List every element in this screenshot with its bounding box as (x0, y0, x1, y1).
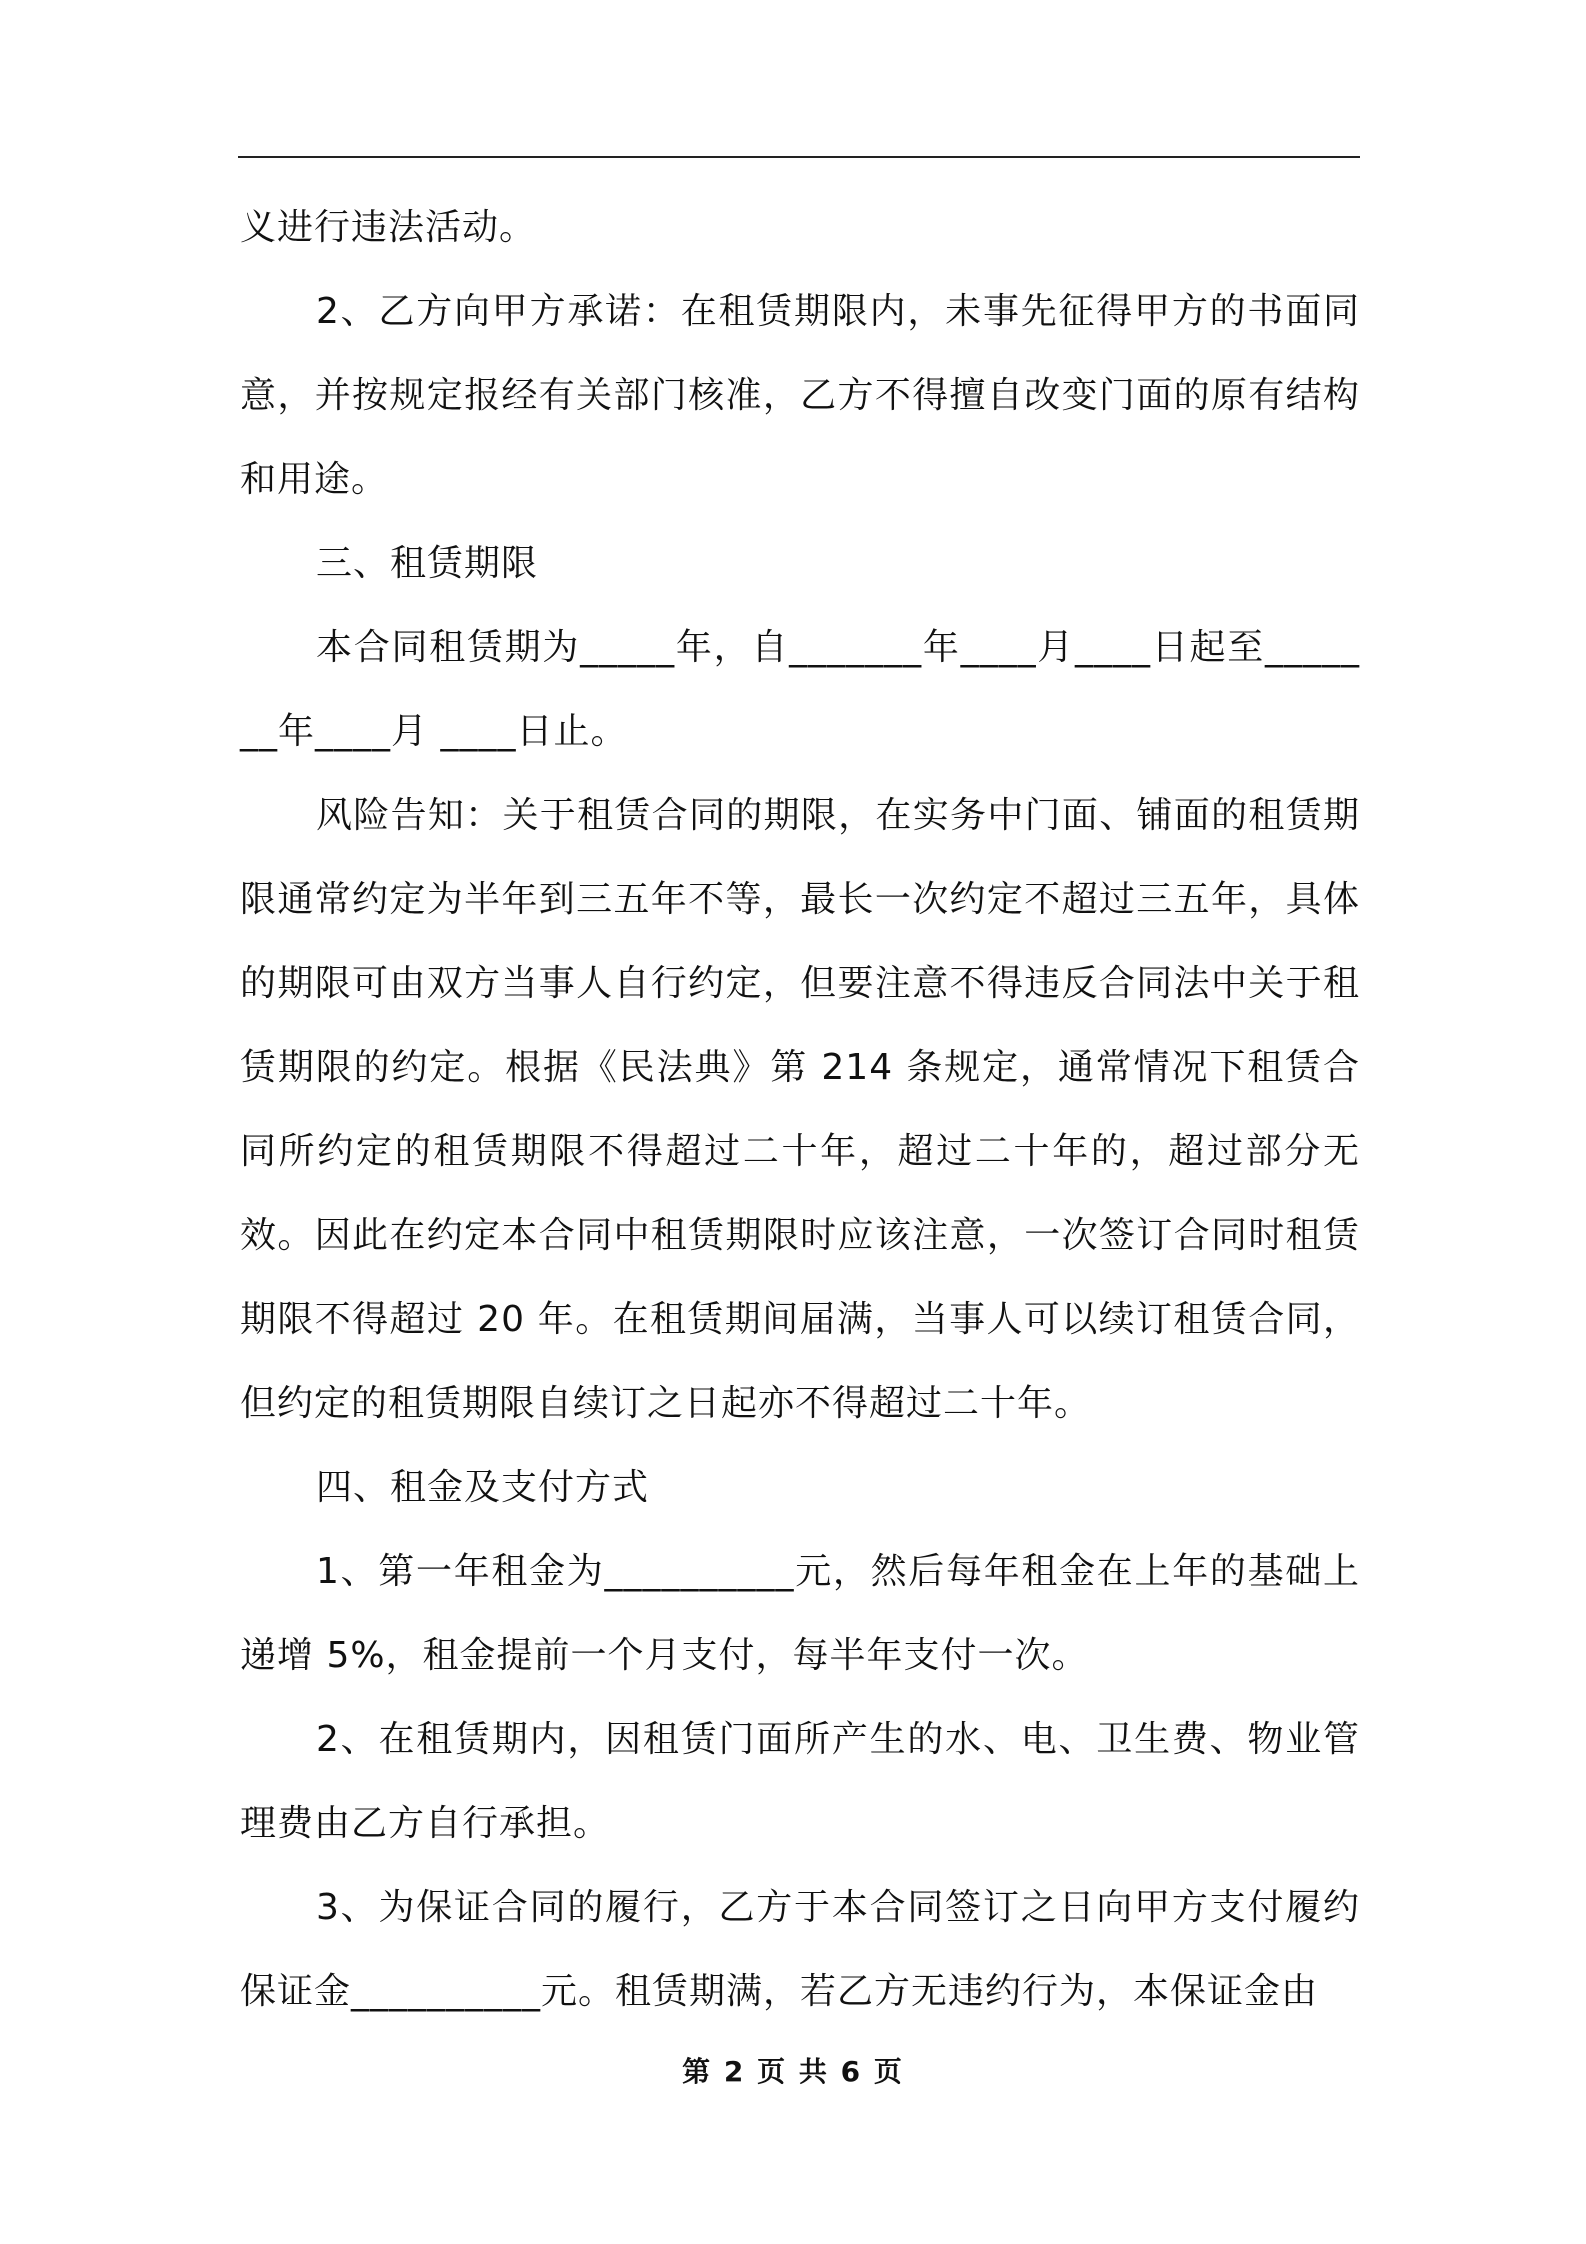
paragraph-lease-period-blanks: 本合同租赁期为_____年，自_______年____月____日起至_______年____月 ____日止。 (240, 627, 1360, 752)
paragraph-rent-clause-1: 1、第一年租金为__________元，然后每年租金在上年的基础上递增 5%，租金提前一个月支付，每半年支付一次。 (240, 1551, 1360, 1676)
section-heading-rent-payment: 四、租金及支付方式 (316, 1467, 650, 1508)
paragraph-rent-clause-2: 2、在租赁期内，因租赁门面所产生的水、电、卫生费、物业管理费由乙方自行承担。 (240, 1719, 1360, 1844)
paragraph-risk-notice: 风险告知：关于租赁合同的期限，在实务中门面、铺面的租赁期限通常约定为半年到三五年不等，最长一次约定不超过三五年，具体的期限可由双方当事人自行约定，但要注意不得违反合同法中关于租赁期限的约定。根据《民法典》第 214 条规定，通常情况下租赁合同所约定的租赁期限不得超过二十年，超过二十年的，超过部分无效。因此在约定本合同中租赁期限时应该注意，一次签订合同时租赁期限不得超过 20 年。在租赁期间届满，当事人可以续订租赁合同，但约定的租赁期限自续订之日起亦不得超过二十年。 (240, 795, 1360, 1424)
page-number-footer: 第 2 页 共 6 页 (682, 2055, 904, 2088)
paragraph-clause-2-commitment: 2、乙方向甲方承诺：在租赁期限内，未事先征得甲方的书面同意，并按规定报经有关部门核准，乙方不得擅自改变门面的原有结构和用途。 (240, 291, 1360, 500)
document-body (240, 186, 1360, 2034)
paragraph-rent-clause-3: 3、为保证合同的履行，乙方于本合同签订之日向甲方支付履约保证金__________元。租赁期满，若乙方无违约行为，本保证金由 (240, 1887, 1360, 2012)
section-heading-lease-term: 三、租赁期限 (316, 543, 539, 584)
header-rule (238, 156, 1360, 158)
paragraph-continuation: 义进行违法活动。 (240, 207, 537, 248)
